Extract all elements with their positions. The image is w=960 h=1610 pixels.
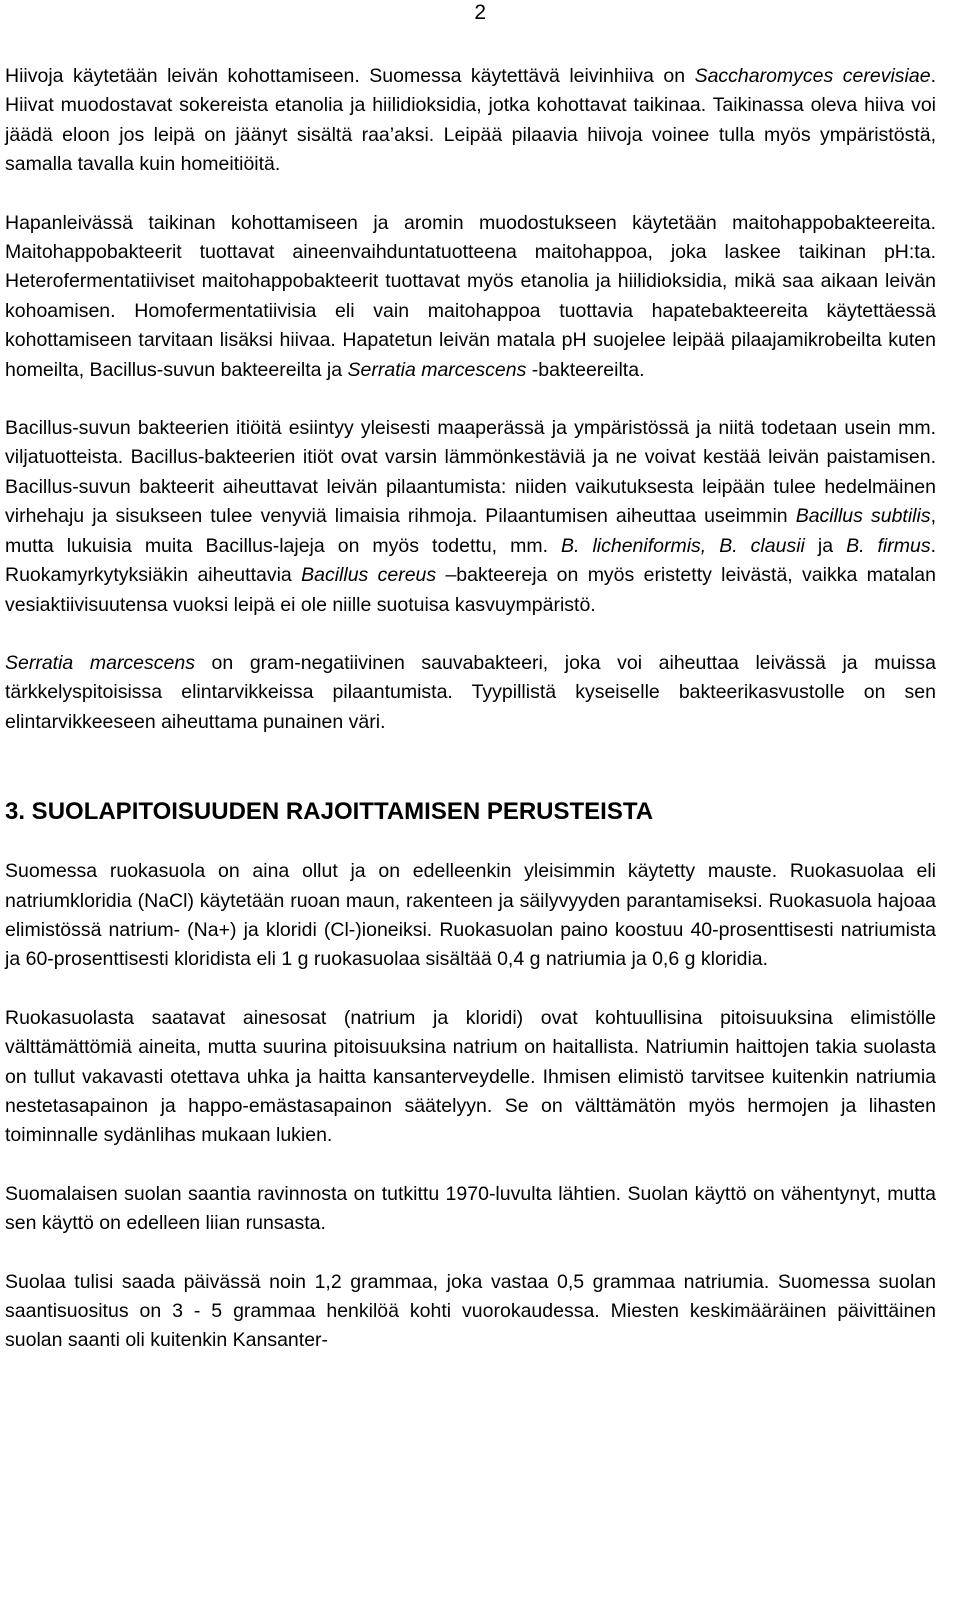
italic-term: Bacillus subtilis [795, 505, 931, 528]
text-segment: Ruokasuolasta saatavat ainesosat (natrium ja kloridi) ovat kohtuullisina pitoisuuksina elimistölle välttämättömiä aineita, mutta suurina pitoisuuksina natrium on haitallista. Natriumin haittojen takia suolasta on tullut vakavasti otettava uhka ja haitta kansanterveydelle. Ihmisen elimistö tarvitsee kuitenkin natriumia nestetasapainon ja happo-emästasapainon säätelyyn. Se on välttämätön myös hermojen ja lihasten toiminnalle sydänlihas mukaan lukien. [5, 1006, 936, 1147]
paragraph-salt-research [5, 1180, 936, 1239]
text-segment: Suolaa tulisi saada päivässä noin 1,2 grammaa, joka vastaa 0,5 grammaa natriumia. Suomessa suolan saantisuositus on 3 - 5 grammaa henkilöä kohti vuorokaudessa. Miesten keskimääräinen päivittäinen suolan saanti oli kuitenkin Kansanter- [5, 1270, 936, 1352]
italic-term: Bacillus cereus [301, 564, 437, 587]
text-segment: Suomalaisen suolan saantia ravinnosta on tutkittu 1970-luvulta lähtien. Suolan käyttö on vähentynyt, mutta sen käyttö on edelleen liian runsasta. [5, 1182, 936, 1235]
text-segment: Hapanleivässä taikinan kohottamiseen ja aromin muodostukseen käytetään maitohappobakteereita. Maitohappobakteerit tuottavat aineenvaihduntatuotteena maitohappoa, joka laskee taikinan pH:ta. Heterofermentatiiviset maitohappobakteerit tuottavat myös etanolia ja hiilidioksidia, mikä saa aikaan leivän kohoamisen. Homofermentatiivisia eli vain maitohappoa tuottavia hapatebakteereita käytettäessä kohottamiseen tarvitaan lisäksi hiivaa. Hapatetun leivän matala pH suojelee leipää pilaajamikrobeilta kuten homeilta, Bacillus-suvun bakteereilta ja [5, 211, 936, 381]
paragraph-yeast [5, 62, 936, 180]
text-segment: , mutta lukuisia muita Bacillus-lajeja on myös todettu, mm. [5, 505, 936, 557]
paragraph-serratia [5, 649, 936, 737]
paragraph-sourdough [5, 209, 936, 385]
paragraph-salt-components [5, 1004, 936, 1151]
text-segment: Hiivoja käytetään leivän kohottamiseen. Suomessa käytettävä leivinhiiva on [5, 65, 695, 87]
paragraph-salt-recommendation [5, 1268, 936, 1356]
italic-term: Serratia marcescens [347, 358, 527, 381]
text-segment: . Hiivat muodostavat sokereista etanolia ja hiilidioksidia, jotka kohottavat taikinaa. Taikinassa oleva hiiva voi jäädä eloon jos leipä on jäänyt sisältä raa’aksi. Leipää pilaavia hiivoja voinee tulla myös ympäristöstä, samalla tavalla kuin homeitiöitä. [5, 65, 936, 176]
italic-term: B. firmus [846, 534, 931, 557]
italic-term: Saccharomyces cerevisiae [694, 65, 931, 87]
text-segment: ja [804, 534, 847, 557]
paragraph-bacillus [5, 414, 936, 620]
paragraph-salt-usage [5, 857, 936, 975]
section-heading: 3. SUOLAPITOISUUDEN RAJOITTAMISEN PERUSTEISTA [5, 798, 654, 826]
text-segment: –bakteereja on myös eristetty leivästä, vaikka matalan vesiaktiivisuutensa vuoksi leipä ei ole niille suotuisa kasvuympäristö. [5, 564, 937, 616]
page-number: 2 [474, 1, 486, 24]
text-segment: . Ruokamyrkytyksiäkin aiheuttavia [5, 534, 936, 587]
text-segment: -bakteereilta. [526, 358, 645, 381]
italic-term: B. licheniformis, B. clausii [561, 534, 805, 557]
document-body [5, 62, 936, 1356]
text-segment: on gram-negatiivinen sauvabakteeri, joka voi aiheuttaa leivässä ja muissa tärkkelyspitoisissa elintarvikkeissa pilaantumista. Tyypillistä kyseiselle bakteerikasvustolle on sen elintarvikkeeseen aiheuttama punainen väri. [5, 651, 936, 733]
italic-term: Serratia marcescens [5, 651, 195, 674]
text-segment: Bacillus-suvun bakteerien itiöitä esiintyy yleisesti maaperässä ja ympäristössä ja niitä todetaan usein mm. viljatuotteista. Bacillus-bakteerien itiöt ovat varsin lämmönkestäviä ja ne voivat kestää leivän paistamisen. Bacillus-suvun bakteerit aiheuttavat leivän pilaantumista: niiden vaikutuksesta leipään tulee hedelmäinen virhehaju ja sisukseen tulee venyviä limaisia rihmoja. Pilaantumisen aiheuttaa useimmin [5, 417, 936, 528]
text-segment: Suomessa ruokasuola on aina ollut ja on edelleenkin yleisimmin käytetty mauste. Ruokasuolaa eli natriumkloridia (NaCl) käytetään ruoan maun, rakenteen ja säilyvyyden parantamiseksi. Ruokasuola hajoaa elimistössä natrium- (Na+) ja kloridi (Cl-)ioneiksi. Ruokasuolan paino koostuu 40-prosenttisesti natriumista ja 60-prosenttisesti kloridista eli 1 g ruokasuolaa sisältää 0,4 g natriumia ja 0,6 g kloridia. [5, 860, 936, 971]
